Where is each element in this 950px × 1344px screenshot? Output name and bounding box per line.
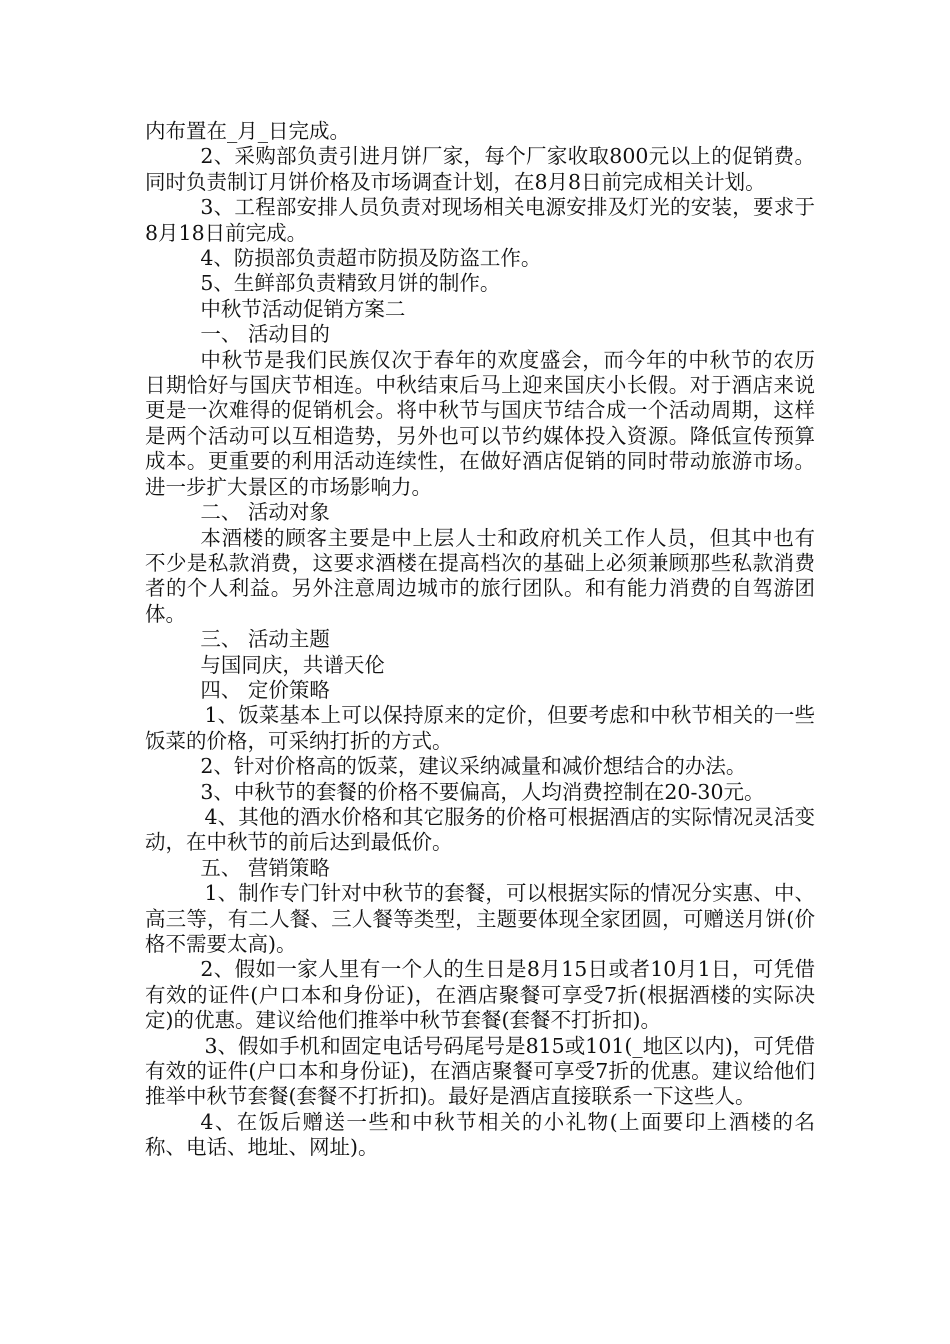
paragraph-engineering-dept: 3、工程部安排人员负责对现场相关电源安排及灯光的安装，要求于8月18日前完成。: [145, 195, 815, 245]
paragraph-activity-purpose: 中秋节是我们民族仅次于春年的欢度盛会，而今年的中秋节的农历日期恰好与国庆节相连。中秋结束后马上迎来国庆小长假。对于酒店来说更是一次难得的促销机会。将中秋节与国庆节结合成一个活动周期，这样是两个活动可以互相造势，另外也可以节约媒体投入资源。降低宣传预算成本。更重要的利用活动连续性，在做好酒店促销的同时带动旅游市场。进一步扩大景区的市场影响力。: [145, 347, 815, 499]
paragraph-marketing-3: 3、假如手机和固定电话号码尾号是815或101(_地区以内)，可凭借有效的证件(户口本和身份证)，在酒店聚餐可享受7折的优惠。建议给他们推举中秋节套餐(套餐不打折扣)。最好是酒店直接联系一下这些人。: [145, 1033, 815, 1109]
section-title-plan-two: 中秋节活动促销方案二: [200, 296, 406, 321]
paragraph-pricing-1: 1、饭菜基本上可以保持原来的定价，但要考虑和中秋节相关的一些饭菜的价格，可采纳打折的方式。: [145, 703, 815, 753]
paragraph-loss-prevention-dept: 4、防损部负责超市防损及防盗工作。: [200, 246, 542, 271]
paragraph-activity-theme: 与国同庆，共谱天伦: [200, 652, 385, 677]
heading-pricing-strategy: 四、 定价策略: [200, 677, 330, 702]
heading-activity-target: 二、 活动对象: [200, 500, 330, 525]
paragraph-marketing-1: 1、制作专门针对中秋节的套餐，可以根据实际的情况分实惠、中、高三等，有二人餐、三人餐等类型，主题要体现全家团圆，可赠送月饼(价格不需要太高)。: [145, 881, 815, 956]
heading-marketing-strategy: 五、 营销策略: [200, 855, 330, 880]
paragraph-pricing-3: 3、中秋节的套餐的价格不要偏高，人均消费控制在20-30元。: [200, 779, 765, 804]
paragraph-marketing-2: 2、假如一家人里有一个人的生日是8月15日或者10月1日，可凭借有效的证件(户口本和身份证)，在酒店聚餐可享受7折(根据酒楼的实际决定)的优惠。建议给他们推举中秋节套餐(套餐不打折扣)。: [145, 957, 815, 1033]
paragraph-pricing-2: 2、针对价格高的饭菜，建议采纳减量和减价想结合的办法。: [200, 754, 747, 779]
paragraph-activity-target: 本酒楼的顾客主要是中上层人士和政府机关工作人员，但其中也有不少是私款消费，这要求酒楼在提高档次的基础上必须兼顾那些私款消费者的个人利益。另外注意周边城市的旅行团队。和有能力消费的自驾游团体。: [145, 525, 815, 626]
paragraph-continuation: 内布置在_月_日完成。: [145, 119, 350, 143]
document-body: [145, 119, 815, 1161]
paragraph-marketing-4: 4、在饭后赠送一些和中秋节相关的小礼物(上面要印上酒楼的名称、电话、地址、网址)。: [145, 1109, 815, 1160]
heading-activity-theme: 三、 活动主题: [200, 627, 330, 652]
paragraph-purchasing-dept: 2、采购部负责引进月饼厂家，每个厂家收取800元以上的促销费。同时负责制订月饼价格及市场调查计划，在8月8日前完成相关计划。: [145, 144, 815, 194]
paragraph-pricing-4: 4、其他的酒水价格和其它服务的价格可根据酒店的实际情况灵活变动，在中秋节的前后达到最低价。: [145, 804, 815, 855]
heading-activity-purpose: 一、 活动目的: [200, 322, 330, 347]
paragraph-fresh-food-dept: 5、生鲜部负责精致月饼的制作。: [200, 271, 501, 296]
